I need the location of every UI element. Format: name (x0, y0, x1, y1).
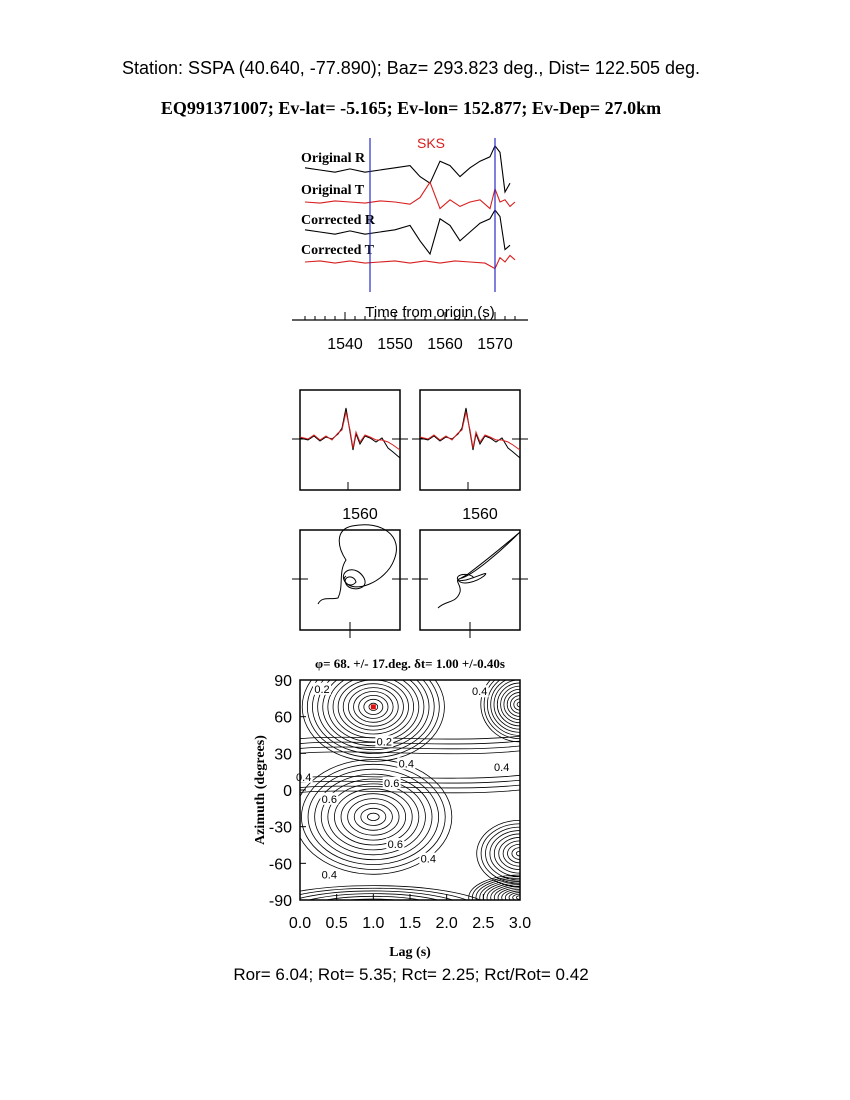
energy-grid-panel (253, 652, 571, 960)
waveform-box-0 (300, 390, 400, 490)
contour-line (367, 813, 379, 820)
contour-line (354, 803, 392, 830)
lag-tick-label-1: 0.5 (325, 915, 348, 932)
lag-tick-label-3: 1.5 (398, 915, 422, 932)
particle-box-0 (300, 530, 400, 630)
contour-line (334, 789, 412, 845)
azimuth-tick-label-5: -60 (268, 856, 292, 874)
azimuth-tick-label-1: 60 (274, 709, 292, 727)
contour-label-3: 0.4 (398, 758, 414, 771)
waveform-transverse-0 (300, 412, 400, 450)
trace-label-2: Corrected R (301, 213, 375, 228)
waveform-box-1 (420, 390, 520, 490)
particle-trace-0 (318, 525, 396, 604)
azimuth-tick-label-6: -90 (268, 893, 292, 910)
azimuth-tick-label-0: 90 (274, 673, 292, 690)
contour-line (359, 910, 388, 915)
azimuth-tick-label-4: -30 (268, 819, 292, 837)
contour-label-9: 0.4 (420, 853, 436, 866)
contour-label-1: 0.4 (472, 686, 488, 699)
station-header: Station: SSPA (40.640, -77.890); Baz= 293.823 deg., Dist= 122.505 deg. (121, 58, 701, 78)
contour-line (361, 808, 386, 825)
lag-tick-label-5: 2.5 (472, 915, 495, 932)
particle-trace-1 (438, 532, 520, 608)
contour-label-8: 0.6 (387, 839, 403, 851)
contour-line (341, 794, 406, 840)
contour-line (348, 799, 399, 836)
azimuth-tick-label-3: 0 (283, 783, 292, 800)
contour-line (300, 780, 520, 783)
waveform-comparison-panel (292, 390, 528, 523)
trace-label-1: Original T (301, 183, 365, 198)
lag-tick-label-0: 0.0 (288, 915, 312, 932)
time-tick-label-3: 1570 (477, 336, 513, 353)
time-tick-label-0: 1540 (327, 336, 363, 353)
contour-line (300, 751, 520, 754)
contour-label-6: 0.4 (296, 771, 312, 784)
lag-axis-title: Lag (s) (389, 945, 431, 960)
time-axis-title: Time from origin (s) (365, 304, 495, 321)
contour-line (300, 746, 520, 749)
lag-tick-label-2: 1.0 (362, 915, 385, 932)
contour-label-5: 0.6 (384, 777, 400, 790)
azimuth-axis-title: Azimuth (degrees) (253, 735, 268, 845)
contour-label-4: 0.4 (494, 762, 510, 774)
seismogram-panel (292, 135, 528, 353)
contour-line (300, 775, 520, 778)
event-header: EQ991371007; Ev-lat= -5.165; Ev-lon= 152.877; Ev-Dep= 27.0km (160, 98, 662, 118)
contour-group (253, 652, 571, 938)
waveform-tick-label-0: 1560 (342, 506, 378, 523)
contour-label-7: 0.6 (321, 793, 337, 806)
ratio-footer: Ror= 6.04; Rot= 5.35; Rct= 2.25; Rct/Rot= 0.42 (233, 965, 589, 984)
contour-label-0: 0.2 (314, 683, 330, 696)
particle-motion-panel (292, 525, 528, 638)
trace-label-0: Original R (301, 151, 366, 166)
contour-line (321, 779, 425, 855)
trace-label-3: Corrected T (301, 243, 374, 258)
lag-tick-label-6: 3.0 (508, 915, 532, 932)
grid-title: φ= 68. +/- 17.deg. δt= 1.00 +/-0.40s (314, 656, 506, 671)
time-tick-label-2: 1560 (427, 336, 463, 353)
contour-label-10: 0.4 (321, 869, 337, 882)
lag-tick-label-4: 2.0 (435, 915, 458, 932)
best-fit-marker (371, 704, 376, 709)
waveform-tick-label-1: 1560 (462, 506, 498, 523)
phase-label: SKS (416, 135, 446, 151)
azimuth-tick-label-2: 30 (274, 746, 292, 764)
time-tick-label-1: 1550 (377, 336, 413, 353)
waveform-transverse-1 (420, 412, 520, 450)
contour-label-2: 0.2 (376, 736, 392, 749)
